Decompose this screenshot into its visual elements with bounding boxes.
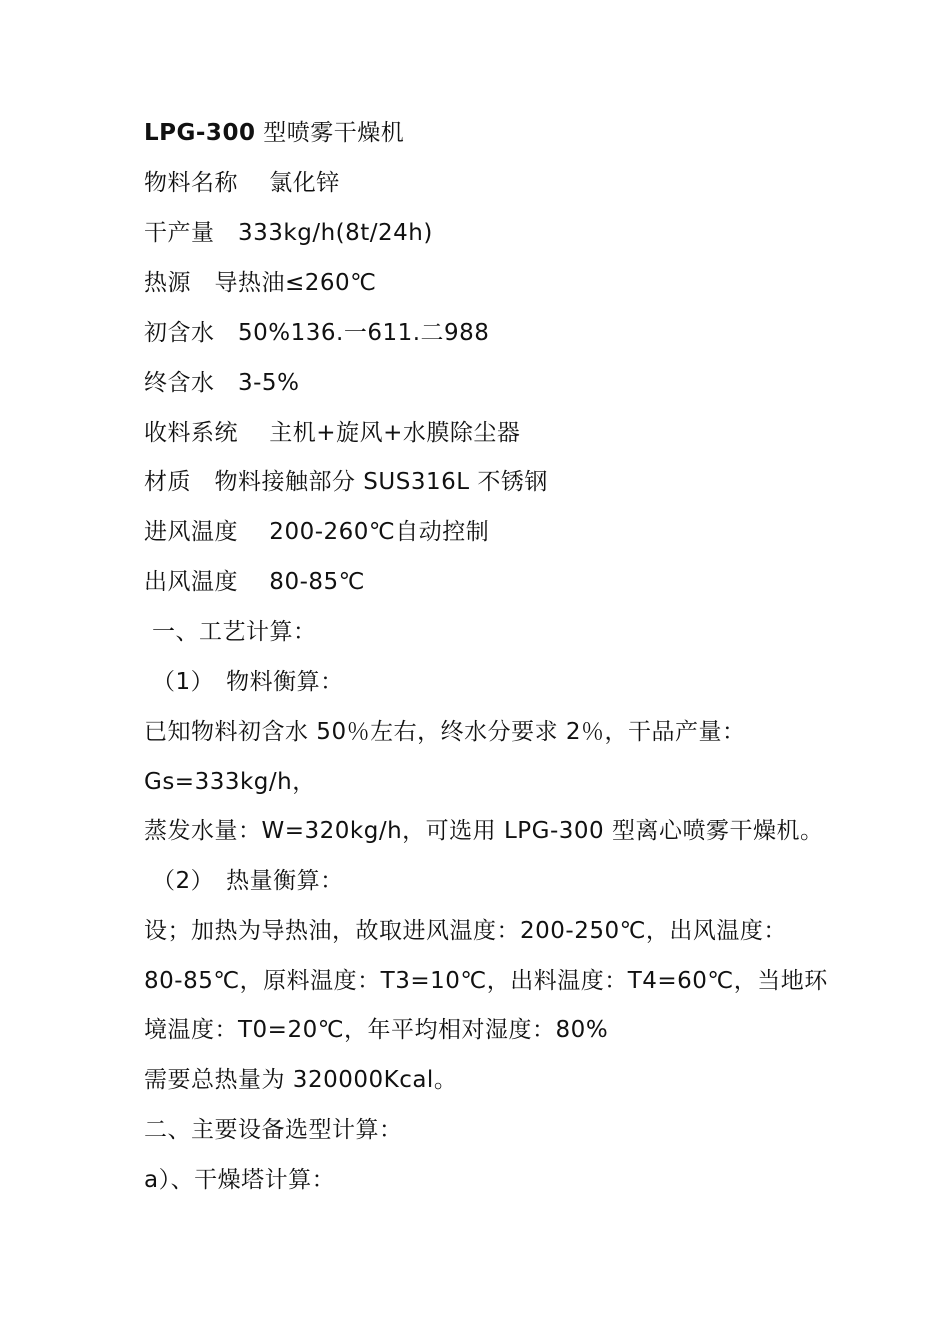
title-model: LPG-300 — [144, 120, 256, 146]
paragraph-heat-balance-2: 80-85℃，原料温度：T3=10℃，出料温度：T4=60℃，当地环 — [144, 968, 828, 994]
paragraph-heat-balance-1: 设；加热为导热油，故取进风温度：200-250℃，出风温度： — [144, 918, 787, 944]
section-equipment-selection: 二、主要设备选型计算： — [144, 1117, 403, 1143]
paragraph-heat-balance-3: 境温度：T0=20℃，年平均相对湿度：80% — [144, 1017, 609, 1043]
spec-final-moisture: 终含水 3-5% — [144, 370, 300, 396]
spec-dry-output: 干产量 333kg/h(8t/24h) — [144, 220, 433, 246]
spec-inlet-temperature: 进风温度 200-260℃自动控制 — [144, 519, 490, 545]
subsection-heat-balance: （2） 热量衡算： — [152, 868, 344, 894]
spec-material: 材质 物料接触部分 SUS316L 不锈钢 — [144, 469, 548, 495]
spec-outlet-temperature: 出风温度 80-85℃ — [144, 569, 365, 595]
paragraph-material-balance-2: Gs=333kg/h， — [144, 769, 316, 795]
title-rest: 型喷雾干燥机 — [263, 120, 405, 146]
spec-material-name: 物料名称 氯化锌 — [144, 170, 340, 196]
section-process-calculation: 一、工艺计算： — [152, 619, 317, 645]
spec-heat-source: 热源 导热油≤260℃ — [144, 270, 377, 296]
paragraph-evaporation: 蒸发水量：W=320kg/h，可选用 LPG-300 型离心喷雾干燥机。 — [144, 818, 824, 844]
paragraph-material-balance-1: 已知物料初含水 50％左右，终水分要求 2％，干品产量： — [144, 719, 746, 745]
spec-collection-system: 收料系统 主机+旋风+水膜除尘器 — [144, 420, 521, 446]
paragraph-total-heat: 需要总热量为 320000Kcal。 — [144, 1067, 458, 1093]
spec-initial-moisture: 初含水 50%136.一611.二988 — [144, 320, 490, 346]
subsection-drying-tower: a）、干燥塔计算： — [144, 1167, 336, 1193]
subsection-material-balance: （1） 物料衡算： — [152, 669, 344, 695]
document-title — [144, 117, 844, 149]
